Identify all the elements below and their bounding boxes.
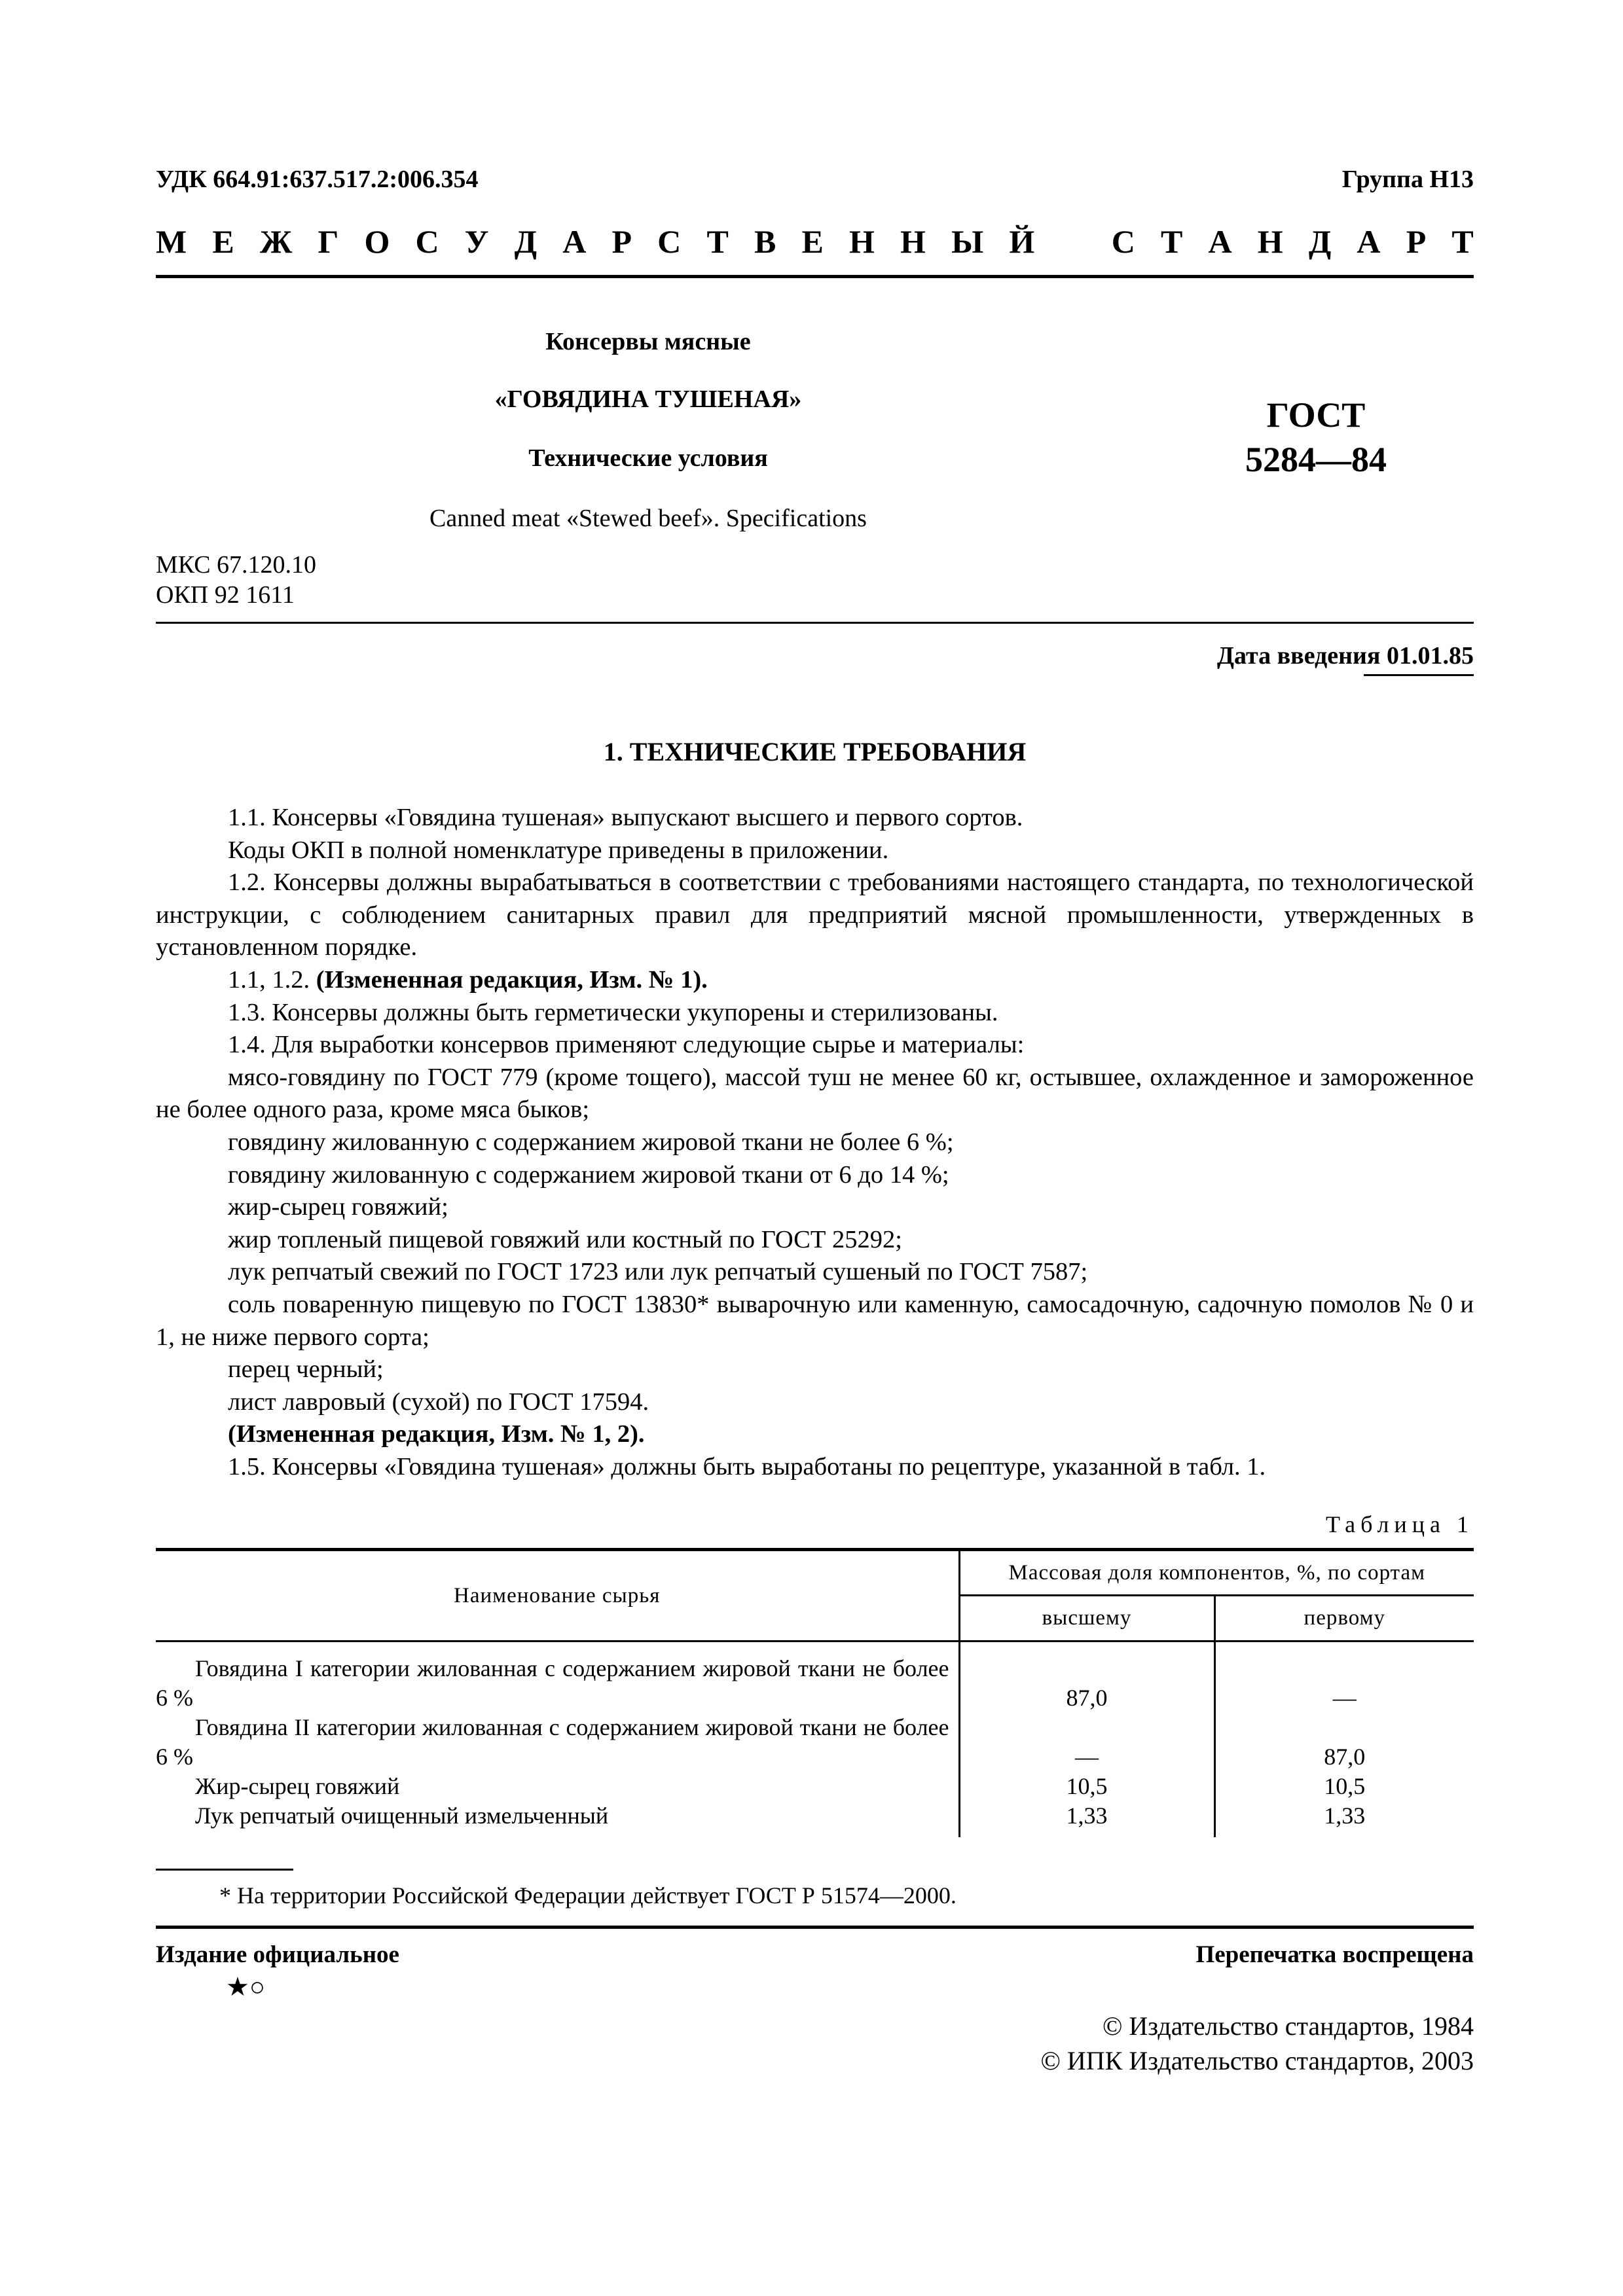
footnote: * На территории Российской Федерации действует ГОСТ Р 51574—2000. [219,1882,957,1909]
recipe-table-body [156,1641,1474,1838]
paragraph: 1.4. Для выработки консервов применяют следующие сырье и материалы: [228,1031,1025,1059]
official-edition: Издание официальное [156,1941,399,1968]
column-header-high: высшему [959,1596,1214,1641]
group-code: Группа Н13 [1341,166,1474,193]
gost-number [1231,393,1401,482]
list-item: говядину жилованную с содержанием жировой ткани от 6 до 14 %; [228,1160,949,1189]
recipe-table [156,1548,1474,1837]
heading-letter: Ж [259,223,293,260]
okp-code: ОКП 92 1611 [156,581,295,609]
udk-code: УДК 664.91:637.517.2:006.354 [156,166,479,193]
amendment-note: (Измененная редакция, Изм. № 1). [316,965,708,994]
table-cell-name: Говядина II категории жилованная с содержанием жировой ткани не более 6 % [156,1714,949,1770]
heading-letter: Й [1009,223,1035,260]
header-rule [156,275,1474,278]
table-cell-high: 1,33 [959,1801,1214,1837]
amendment-note: (Измененная редакция, Изм. № 1, 2). [228,1420,645,1448]
paragraph: Коды ОКП в полной номенклатуре приведены в приложении. [228,836,889,864]
heading-letter: Т [706,223,729,260]
section-title: 1. ТЕХНИЧЕСКИЕ ТРЕБОВАНИЯ [603,737,1027,766]
heading-letter: А [562,223,587,260]
date-value: 01.01.85 [1387,642,1474,670]
edition-marks: ★○ [226,1972,266,2001]
table-cell-first: — [1214,1641,1474,1713]
table-row [156,1641,1474,1713]
heading-letter: Г [318,223,339,260]
list-item: лист лавровый (сухой) по ГОСТ 17594. [228,1388,649,1416]
table-cell-first: 10,5 [1214,1772,1474,1801]
paragraph: 1.5. Консервы «Говядина тушеная» должны быть выработаны по рецептуре, указанной в табл. 1. [228,1452,1266,1480]
heading-letter: С [1111,223,1135,260]
heading-letter: Т [1161,223,1183,260]
heading-letter: Т [1451,223,1474,260]
footnote-rule [156,1869,293,1871]
heading-letter: А [1357,223,1381,260]
heading-letter: О [364,223,390,260]
table-cell-high: 87,0 [959,1641,1214,1713]
table-cell-first: 87,0 [1214,1713,1474,1772]
gost-label: ГОСТ [1266,395,1366,435]
table-cell-name: Жир-сырец говяжий [195,1773,400,1799]
table-cell-name: Говядина I категории жилованная с содержанием жировой ткани не более 6 % [156,1655,949,1711]
gost-code: 5284—84 [1245,440,1387,479]
heading-letter: Е [801,223,824,260]
list-item: жир-сырец говяжий; [228,1193,448,1221]
classification-codes [156,550,316,610]
table-cell-high: 10,5 [959,1772,1214,1801]
heading-letter: У [464,223,489,260]
document-type: Технические условия [528,444,768,472]
paragraph: 1.3. Консервы должны быть герметически укупорены и стерилизованы. [228,998,998,1026]
list-item: перец черный; [228,1355,384,1384]
paragraph: 1.2. Консервы должны вырабатываться в соответствии с требованиями настоящего стандарта, по технологической инструкции, с соблюдением санитарных правил для предприятий мясной промышленности, утвержденных в установленном порядке. [156,869,1474,961]
heading-letter: Н [848,223,875,260]
table-cell-name: Лук репчатый очищенный измельченный [195,1803,609,1829]
copyright-2003: © ИПК Издательство стандартов, 2003 [1040,2046,1474,2075]
heading-letter: С [415,223,439,260]
heading-letter: А [1208,223,1232,260]
clause-ref: 1.1, 1.2. [228,965,316,994]
table-label: Таблица 1 [1326,1511,1474,1537]
column-header-name: Наименование сырья [156,1550,959,1641]
product-category: Консервы мясные [545,328,751,355]
heading-letter: Ы [951,223,984,260]
mks-code: МКС 67.120.10 [156,551,317,579]
heading-letter: Р [611,223,632,260]
heading-letter: Н [900,223,926,260]
date-label: Дата введения [1216,642,1387,670]
reprint-prohibited: Перепечатка воспрещена [1195,1941,1474,1968]
list-item: жир топленый пищевой говяжий или костный по ГОСТ 25292; [228,1225,902,1253]
heading-letter: С [657,223,682,260]
english-title: Canned meat «Stewed beef». Specifications [429,505,867,532]
footer-rule [156,1926,1474,1929]
list-item: лук репчатый свежий по ГОСТ 1723 или лук репчатый сушеный по ГОСТ 7587; [228,1258,1088,1286]
heading-letter: В [754,223,776,260]
paragraph [156,964,1474,997]
list-item: соль поваренную пищевую по ГОСТ 13830* выварочную или каменную, самосадочную, садочную помолов № 0 и 1, не ниже первого сорта; [156,1290,1474,1351]
product-name: «ГОВЯДИНА ТУШЕНАЯ» [494,386,802,413]
table-row [156,1801,1474,1837]
paragraph: 1.1. Консервы «Говядина тушеная» выпускают высшего и первого сортов. [228,804,1023,831]
date-underline [1364,674,1474,676]
column-header-group: Массовая доля компонентов, %, по сортам [959,1550,1474,1596]
table-row [156,1713,1474,1772]
codes-rule [156,622,1474,624]
body-text [156,802,1474,1483]
paragraph: мясо-говядину по ГОСТ 779 (кроме тощего), массой туш не менее 60 кг, остывшее, охлажденное и замороженное не более одного раза, кроме мяса быков; [156,1063,1474,1124]
introduction-date [1217,641,1474,670]
column-header-first: первому [1214,1596,1474,1641]
table-row [156,1772,1474,1801]
table-cell-first: 1,33 [1214,1801,1474,1837]
heading-letter: М [156,223,187,260]
heading-letter: Д [514,223,538,260]
heading-letter: Р [1406,223,1427,260]
heading-letter: Н [1257,223,1283,260]
heading-letter: Д [1308,223,1332,260]
list-item: говядину жилованную с содержанием жировой ткани не более 6 %; [228,1128,954,1156]
interstate-standard-heading [156,223,1474,260]
table-cell-high: — [959,1713,1214,1772]
heading-letter: Е [212,223,234,260]
copyright-1984: © Издательство стандартов, 1984 [1102,2011,1474,2041]
